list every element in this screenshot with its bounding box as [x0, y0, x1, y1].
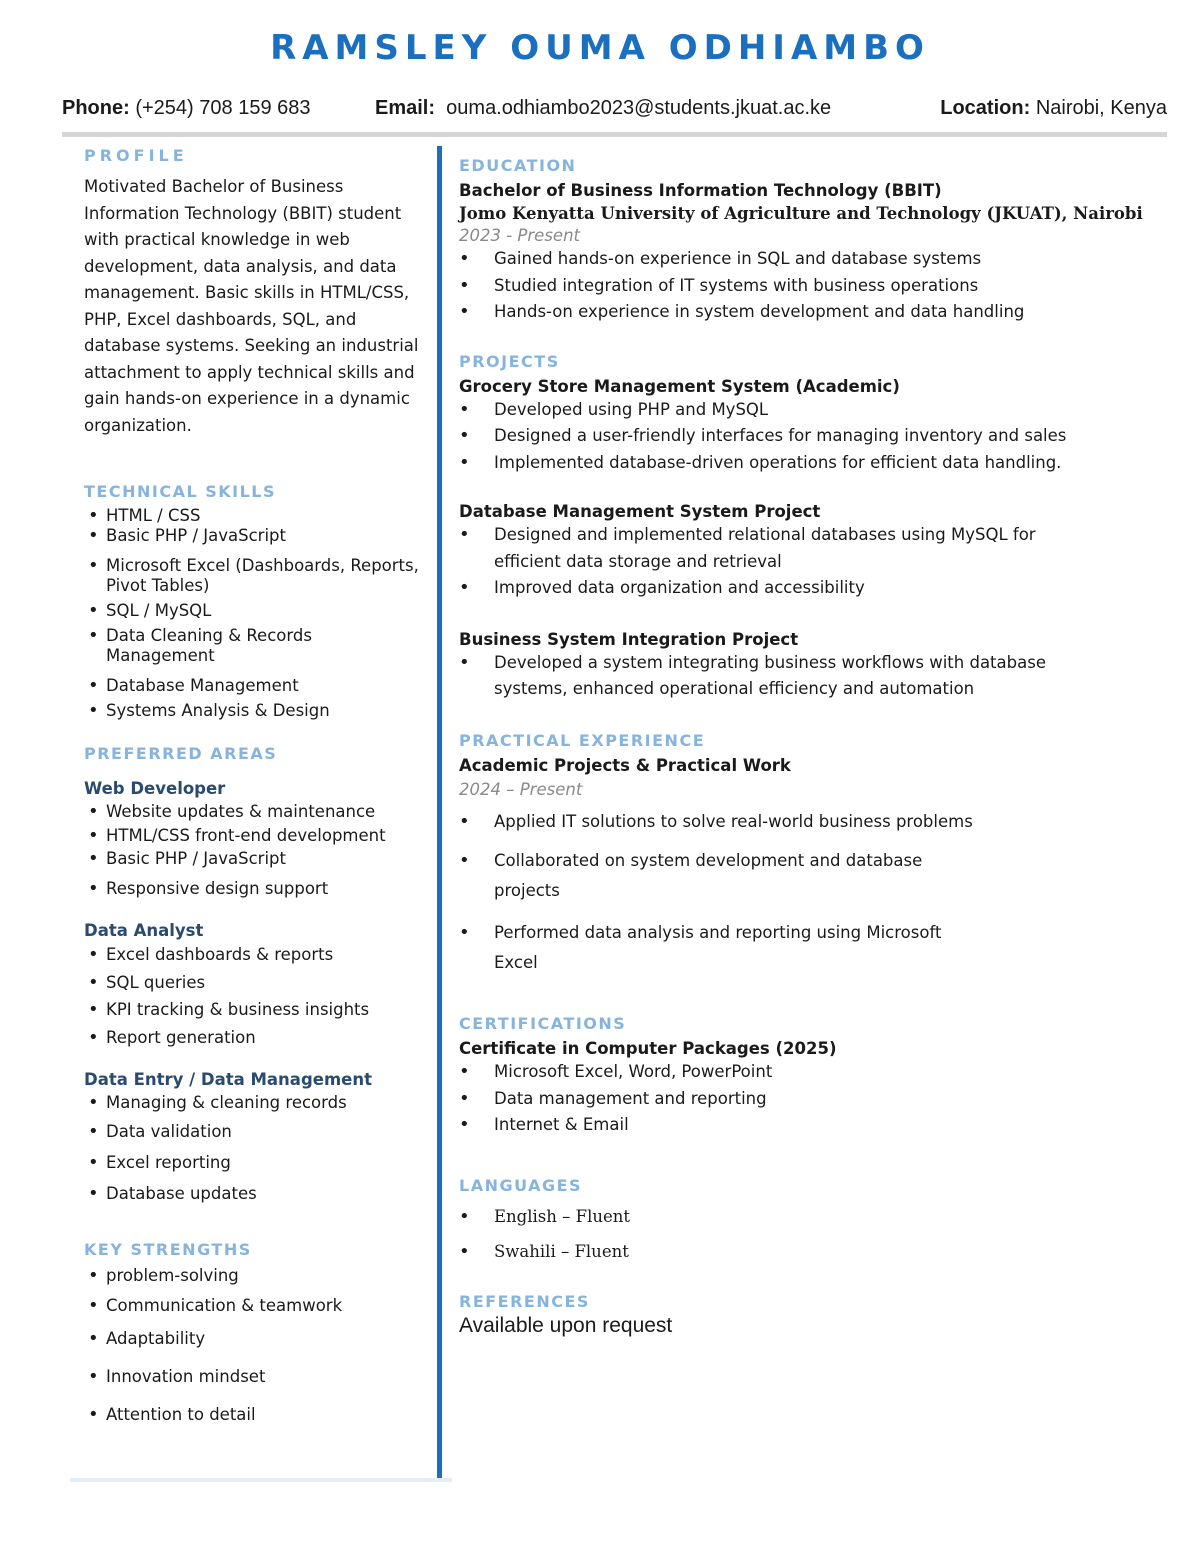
data-entry-list	[84, 1093, 424, 1204]
project-list	[459, 650, 1099, 703]
list-item: • Responsive design support	[84, 879, 424, 899]
list-item: • Studied integration of IT systems with business operations	[459, 273, 1179, 300]
email-field	[375, 97, 831, 120]
project-list	[459, 397, 1179, 477]
list-item: • Improved data organization and accessibility	[459, 575, 1099, 602]
list-item: • Adaptability	[84, 1329, 424, 1349]
phone-value: (+254) 708 159 683	[135, 97, 311, 119]
list-item: • HTML/CSS front-end development	[84, 826, 424, 846]
location-label: Location:	[940, 97, 1031, 119]
list-item: • Implemented database-driven operations for efficient data handling.	[459, 450, 1179, 477]
email-label: Email:	[375, 97, 436, 119]
practical-title: Academic Projects & Practical Work	[459, 755, 791, 775]
certification-title: Certificate in Computer Packages (2025)	[459, 1039, 837, 1058]
phone-label: Phone:	[62, 97, 130, 119]
list-item: • Systems Analysis & Design	[84, 701, 424, 721]
list-item: • Basic PHP / JavaScript	[84, 849, 424, 869]
practical-list	[459, 809, 979, 979]
list-item: • Gained hands-on experience in SQL and database systems	[459, 246, 1179, 273]
list-item: • HTML / CSS	[84, 506, 424, 526]
right-column	[459, 156, 1179, 1338]
list-item: • Website updates & maintenance	[84, 802, 424, 822]
list-item: • SQL / MySQL	[84, 601, 424, 621]
profile-text: Motivated Bachelor of Business Information Technology (BBIT) student with practical knowledge in web development, data analysis, and data management. Basic skills in HTML/CSS, PHP, Excel dashboards, SQL, and database systems. Seeking an industrial attachment to apply technical skills and gain hands-on experience in a dynamic organization.	[84, 177, 419, 435]
list-item: • Designed a user-friendly interfaces for managing inventory and sales	[459, 423, 1179, 450]
key-strengths-heading: KEY STRENGTHS	[84, 1240, 252, 1259]
list-item: • Attention to detail	[84, 1405, 424, 1425]
education-list	[459, 246, 1179, 326]
web-developer-list	[84, 802, 424, 899]
key-strengths-list	[84, 1266, 424, 1425]
list-item: • Swahili – Fluent	[459, 1239, 1179, 1266]
list-item: • Microsoft Excel (Dashboards, Reports, Pivot Tables)	[84, 556, 424, 596]
list-item: • Internet & Email	[459, 1112, 1179, 1139]
list-item: • SQL queries	[84, 973, 424, 993]
list-item: • Data Cleaning & Records Management	[84, 626, 424, 666]
list-item: • Communication & teamwork	[84, 1296, 424, 1316]
data-analyst-list	[84, 945, 424, 1048]
projects-heading: PROJECTS	[459, 351, 560, 371]
languages-list	[459, 1204, 1179, 1266]
area-title-data-analyst: Data Analyst	[84, 921, 204, 940]
area-title-data-entry: Data Entry / Data Management	[84, 1070, 372, 1089]
preferred-areas-heading: PREFERRED AREAS	[84, 744, 278, 763]
list-item: • Hands-on experience in system development and data handling	[459, 299, 1179, 326]
list-item: • Performed data analysis and reporting using Microsoft Excel	[459, 918, 979, 978]
list-item: • Excel reporting	[84, 1153, 424, 1173]
practical-date: 2024 – Present	[459, 779, 583, 799]
contact-bar	[62, 97, 1167, 125]
references-heading: REFERENCES	[459, 1291, 590, 1311]
project-title: Business System Integration Project	[459, 629, 799, 649]
profile-heading: PROFILE	[84, 146, 188, 165]
list-item: • Data management and reporting	[459, 1086, 1179, 1113]
header-divider	[62, 132, 1167, 137]
technical-skills-heading: TECHNICAL SKILLS	[84, 482, 276, 501]
phone-field	[62, 97, 311, 120]
list-item: • Designed and implemented relational databases using MySQL for efficient data storage and retrieval	[459, 522, 1099, 575]
education-degree: Bachelor of Business Information Technology (BBIT)	[459, 181, 942, 200]
education-date: 2023 - Present	[459, 226, 580, 245]
list-item: • Collaborated on system development and database projects	[459, 846, 979, 906]
references-text: Available upon request	[459, 1313, 673, 1337]
technical-skills-list	[84, 506, 424, 721]
list-item: • Report generation	[84, 1028, 424, 1048]
list-item: • Data validation	[84, 1122, 424, 1142]
footer-divider	[70, 1478, 452, 1482]
area-title-web-developer: Web Developer	[84, 779, 226, 798]
left-column	[84, 146, 424, 1425]
list-item: • Microsoft Excel, Word, PowerPoint	[459, 1059, 1179, 1086]
education-heading: EDUCATION	[459, 156, 577, 175]
list-item: • Database updates	[84, 1184, 424, 1204]
practical-experience-heading: PRACTICAL EXPERIENCE	[459, 730, 706, 750]
education-school: Jomo Kenyatta University of Agriculture and Technology (JKUAT), Nairobi	[459, 204, 1143, 223]
location-value: Nairobi, Kenya	[1035, 97, 1167, 119]
languages-heading: LANGUAGES	[459, 1175, 583, 1195]
list-item: • Applied IT solutions to solve real-world business problems	[459, 809, 979, 836]
list-item: • English – Fluent	[459, 1204, 1179, 1231]
certifications-heading: CERTIFICATIONS	[459, 1014, 627, 1033]
email-value[interactable]: ouma.odhiambo2023@students.jkuat.ac.ke	[446, 97, 832, 119]
list-item: • Managing & cleaning records	[84, 1093, 424, 1113]
resume-name: RAMSLEY OUMA ODHIAMBO	[270, 28, 930, 68]
column-divider	[437, 146, 442, 1478]
list-item: • problem-solving	[84, 1266, 424, 1286]
location-field	[940, 97, 1167, 120]
project-list	[459, 522, 1099, 602]
list-item: • Database Management	[84, 676, 424, 696]
certifications-list	[459, 1059, 1179, 1139]
list-item: • Excel dashboards & reports	[84, 945, 424, 965]
project-title: Grocery Store Management System (Academic)	[459, 376, 900, 396]
list-item: • Basic PHP / JavaScript	[84, 526, 424, 546]
list-item: • Innovation mindset	[84, 1367, 424, 1387]
list-item: • KPI tracking & business insights	[84, 1000, 424, 1020]
list-item: • Developed a system integrating business workflows with database systems, enhanced operational efficiency and automation	[459, 650, 1099, 703]
project-title: Database Management System Project	[459, 502, 821, 521]
list-item: • Developed using PHP and MySQL	[459, 397, 1179, 424]
